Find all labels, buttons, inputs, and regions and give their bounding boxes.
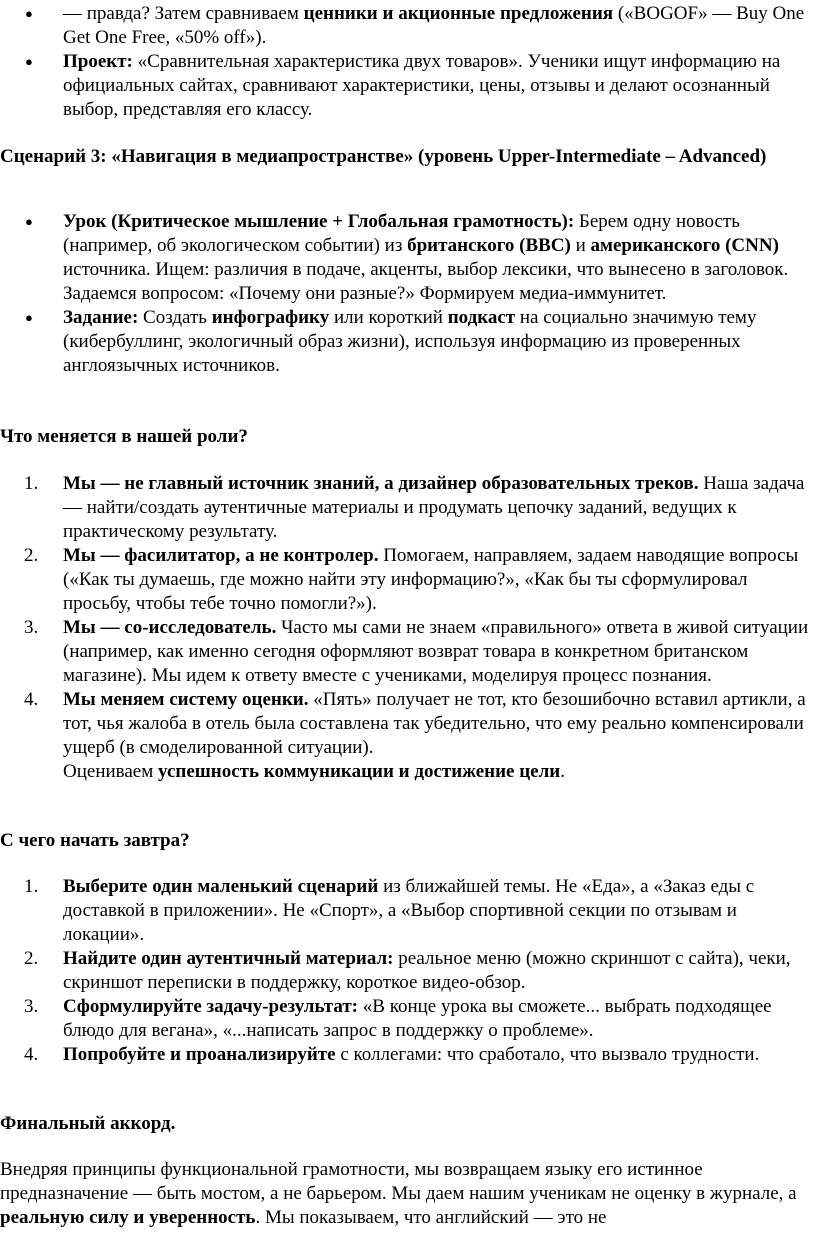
list-item: ● Задание: Создать инфографику или короткий подкаст на социально значимую тему (кибербуллинг, экологичный образ жизни), используя информацию из проверенных англоязычных источников. [25, 307, 757, 376]
bullet-list-scenario-3 [0, 210, 812, 378]
bullet-icon: ● [25, 310, 33, 325]
list-number: 1. [24, 876, 39, 897]
bullet-icon: ● [25, 54, 33, 69]
paragraph-final: Внедряя принципы функциональной грамотности, мы возвращаем языку его истинное предназначение — быть мостом, а не барьером. Мы даем нашим ученикам не оценку в журнале, а реальную силу и уверенность. Мы показываем, что английский — это не [0, 1159, 797, 1228]
list-number: 1. [24, 473, 39, 494]
bullet-list-top [0, 2, 812, 122]
list-number: 3. [24, 617, 39, 638]
list-item: 2. Найдите один аутентичный материал: реальное меню (можно скриншот с сайта), чеки, скриншот переписки в поддержку, короткое видео-обзор. [24, 948, 791, 993]
list-number: 4. [24, 689, 39, 710]
numbered-list-start [0, 875, 812, 1067]
list-item: ● — правда? Затем сравниваем ценники и акционные предложения («BOGOF» — Buy One Get One Free, «50% off»). [25, 3, 805, 48]
section-heading-role: Что меняется в нашей роли? [0, 426, 248, 447]
list-item: 3. Сформулируйте задачу-результат: «В конце урока вы сможете... выбрать подходящее блюдо для вегана», «...написать запрос в поддержку о проблеме». [24, 996, 772, 1041]
section-heading-start: С чего начать завтра? [0, 830, 190, 851]
list-item: 1. Выберите один маленький сценарий из ближайшей темы. Не «Еда», а «Заказ еды с доставкой в приложении». Не «Спорт», а «Выбор спортивной секции по отзывам и локации». [24, 876, 755, 945]
list-item: 3. Мы — со-исследователь. Часто мы сами не знаем «правильного» ответа в живой ситуации (например, как именно сегодня оформляют возврат товара в конкретном британском магазине). Мы идем к ответу вместе с учениками, моделируя процесс познания. [24, 617, 809, 686]
list-number: 2. [24, 948, 39, 969]
list-item: 4. Попробуйте и проанализируйте с коллегами: что сработало, что вызвало трудности. [24, 1044, 760, 1065]
section-heading-scenario-3: Сценарий 3: «Навигация в медиапространстве» (уровень Upper-Intermediate – Advanced) [0, 146, 767, 167]
list-item: 2. Мы — фасилитатор, а не контролер. Помогаем, направляем, задаем наводящие вопросы («Как ты думаешь, где можно найти эту информацию?», «Как бы ты сформулировал просьбу, чтобы тебе точно помогли?»). [24, 545, 799, 614]
section-heading-final: Финальный аккорд. [0, 1113, 176, 1134]
list-number: 3. [24, 996, 39, 1017]
list-item: ● Урок (Критическое мышление + Глобальная грамотность): Берем одну новость (например, об экологическом событии) из британского (BBC) и американского (CNN) источника. Ищем: различия в подаче, акценты, выбор лексики, что вынесено в заголовок. Задаемся вопросом: «Почему они разные?» Формируем медиа-иммунитет. [25, 211, 789, 304]
bullet-icon: ● [25, 214, 33, 229]
list-item: ● Проект: «Сравнительная характеристика двух товаров». Ученики ищут информацию на официальных сайтах, сравнивают характеристики, цены, отзывы и делают осознанный выбор, представляя его классу. [25, 51, 781, 120]
bullet-icon: ● [25, 6, 33, 21]
list-item: 4. Мы меняем систему оценки. «Пять» получает не тот, кто безошибочно вставил артикли, а тот, чья жалоба в отель была составлена так убедительно, что ему реально компенсировали ущерб (в смоделированной ситуации). Оцениваем успешность коммуникации и достижение цели. [24, 689, 806, 782]
list-number: 4. [24, 1044, 39, 1065]
list-number: 2. [24, 545, 39, 566]
numbered-list-role [0, 472, 812, 784]
list-item: 1. Мы — не главный источник знаний, а дизайнер образовательных треков. Наша задача — найти/создать аутентичные материалы и продумать цепочку заданий, ведущих к практическому результату. [24, 473, 805, 542]
